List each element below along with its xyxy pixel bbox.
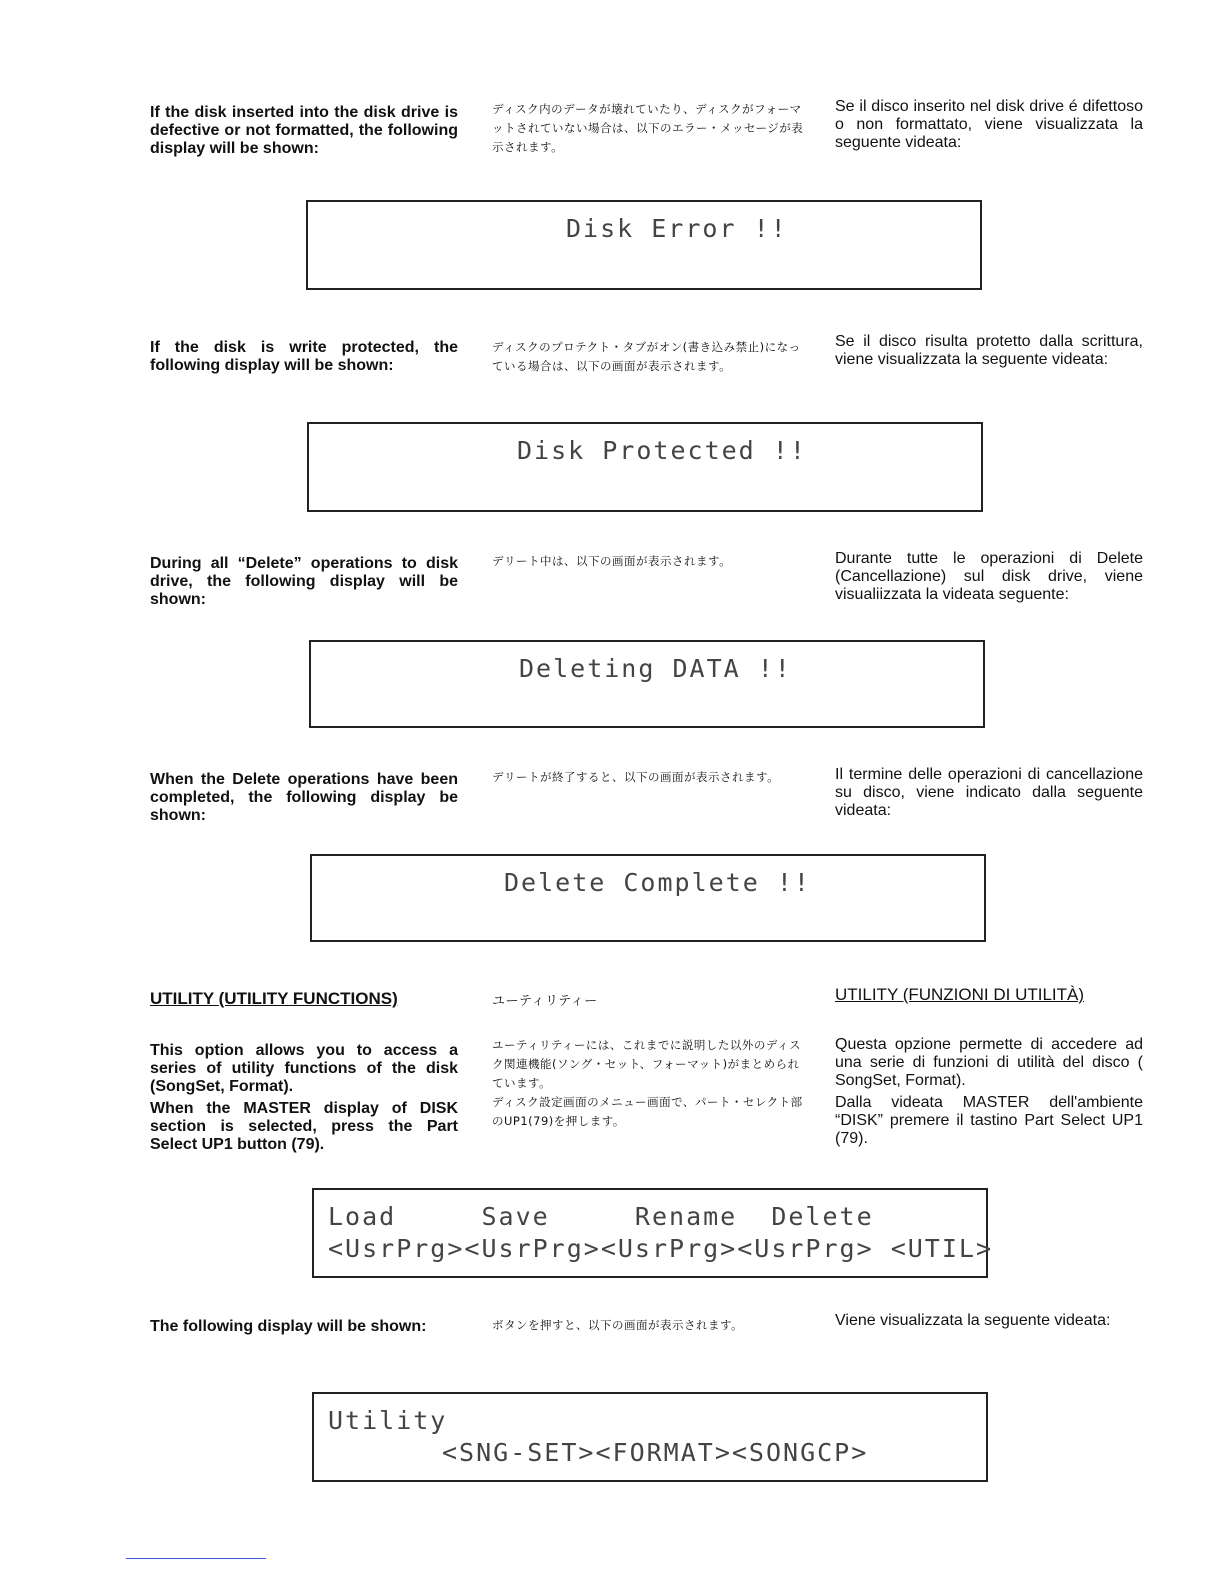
utility-japanese-p2: ディスク設定画面のメニュー画面で、パート・セレクト部のUP1(79)を押します。 [492,1095,803,1128]
lcd-deleting-data [309,640,985,728]
lcd-line-1: Utility [328,1406,448,1435]
section-3-japanese-text: デリート中は、以下の画面が表示されます。 [492,554,732,568]
utility-heading-japanese: ユーティリティー [492,994,598,1009]
section-4-english-text: When the Delete operations have been completed, the following display be shown: [150,771,458,824]
section-2-japanese-text: ディスクのプロテクト・タブがオン(書き込み禁止)になっている場合は、以下の画面が表示されます。 [492,340,801,373]
utility-heading-english: UTILITY (UTILITY FUNCTIONS) [150,989,398,1008]
lcd-line-2: <UsrPrg><UsrPrg><UsrPrg><UsrPrg> <UTIL> [328,1234,993,1263]
section-4-italian-text: Il termine delle operazioni di cancellazione su disco, viene indicato dalla seguente videata: [835,766,1143,819]
section-1-english-text: If the disk inserted into the disk drive is defective or not formatted, the following display will be shown: [150,104,458,157]
section-2-english-text: If the disk is write protected, the following display will be shown: [150,339,458,374]
section-3-english-text: During all “Delete” operations to disk drive, the following display will be shown: [150,555,458,608]
lcd-line-1: Load Save Rename Delete [328,1202,874,1231]
lcd-line: Deleting DATA !! [519,654,792,683]
utility-english-text [150,1042,458,1158]
lcd-utility-menu [312,1392,988,1482]
lcd-line-2: <SNG-SET><FORMAT><SONGCP> [442,1438,869,1467]
utility-italian-p2: Dalla videata MASTER dell'ambiente “DISK” premere il tastino Part Select UP1 (79). [835,1094,1143,1147]
lcd-disk-error [306,200,982,290]
lcd-disk-menu [312,1188,993,1278]
final-japanese-text: ボタンを押すと、以下の画面が表示されます。 [492,1318,744,1332]
section-3-italian-text: Durante tutte le operazioni di Delete (Cancellazione) sul disk drive, viene visualiizzata la videata seguente: [835,550,1143,603]
utility-english-p2: When the MASTER display of DISK section is selected, press the Part Select UP1 button (79). [150,1100,458,1153]
footer-rule [126,1558,266,1559]
utility-italian-text [835,1036,1143,1152]
utility-japanese-text [492,1036,804,1131]
lcd-line: Delete Complete !! [504,868,811,897]
section-1-japanese-text: ディスク内のデータが壊れていたり、ディスクがフォーマットされていない場合は、以下のエラー・メッセージが表示されます。 [492,102,804,154]
utility-heading-italian: UTILITY (FUNZIONI DI UTILITÀ) [835,985,1085,1004]
utility-english-p1: This option allows you to access a series of utility functions of the disk (SongSet, Format). [150,1042,458,1095]
lcd-line: Disk Protected !! [517,436,807,465]
section-4-japanese-text: デリートが終了すると、以下の画面が表示されます。 [492,770,780,784]
section-2-italian-text: Se il disco risulta protetto dalla scrittura, viene visualizzata la seguente videata: [835,333,1143,368]
lcd-delete-complete [310,854,986,942]
utility-italian-p1: Questa opzione permette di accedere ad una serie di funzioni di utilità del disco ( SongSet, Format). [835,1036,1143,1089]
final-english-text: The following display will be shown: [150,1318,427,1335]
section-1-italian-text: Se il disco inserito nel disk drive é difettoso o non formattato, viene visualizzata la seguente videata: [835,98,1143,151]
lcd-disk-protected [307,422,983,512]
lcd-line: Disk Error !! [566,214,788,243]
utility-japanese-p1: ユーティリティーには、これまでに説明した以外のディスク関連機能(ソング・セット、フォーマット)がまとめられています。 [492,1038,802,1090]
final-italian-text: Viene visualizzata la seguente videata: [835,1312,1111,1329]
